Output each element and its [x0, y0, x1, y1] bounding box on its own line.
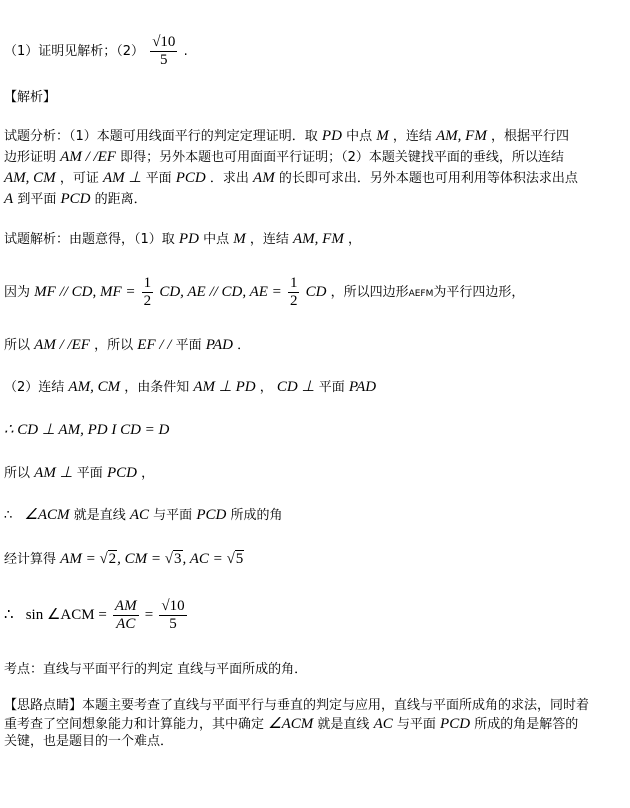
- text: 与平面: [153, 508, 193, 523]
- math: AM ⊥: [102, 170, 142, 186]
- math: AM, CM: [4, 170, 56, 186]
- summary-line-1: 【思路点睛】本题主要考查了直线与平面平行与垂直的判定与应用，直线与平面所成角的求法，同时着: [4, 698, 590, 713]
- radicand: 5: [235, 551, 244, 567]
- text: 所以: [4, 338, 31, 353]
- solution-line-7: [4, 506, 282, 525]
- analysis-line-3: [4, 169, 578, 188]
- math: CD, AE // CD, AE =: [159, 284, 282, 300]
- text: ．求出: [209, 171, 249, 186]
- answer-frac-num: √10: [152, 34, 176, 50]
- text: 所成的角: [230, 508, 283, 523]
- sqrt: √3: [164, 551, 182, 567]
- math: =: [144, 607, 154, 623]
- math: AM =: [60, 551, 100, 567]
- math: ∠ACM: [268, 716, 314, 732]
- math: PCD: [175, 170, 206, 186]
- fraction-am-ac: [113, 598, 139, 633]
- answer-fraction: [150, 34, 177, 69]
- text: 平面: [175, 338, 202, 353]
- math: AM, CM: [68, 379, 121, 395]
- radicand: 2: [108, 551, 117, 567]
- frac-den: 2: [289, 293, 298, 309]
- frac-den: 2: [143, 293, 152, 309]
- math: AM: [253, 170, 275, 186]
- section-heading: 【解析】: [4, 90, 57, 105]
- text: AEFM: [408, 289, 434, 299]
- math: M: [376, 128, 389, 144]
- answer-part1: （1）证明见解析；（2）: [4, 44, 145, 59]
- math: MF // CD, MF =: [34, 284, 136, 300]
- math: ∠ACM: [24, 507, 70, 523]
- text: ，所以: [94, 338, 134, 353]
- math: PD: [321, 128, 342, 144]
- math: AM ⊥: [34, 465, 73, 481]
- solution-line-2: [4, 275, 524, 310]
- text: ，: [347, 232, 361, 247]
- text: 的距离．: [94, 192, 147, 207]
- text: 就是直线: [73, 508, 126, 523]
- frac-num: 1: [289, 275, 298, 291]
- text: 试题分析：（1）本题可用线面平行的判定定理证明．取: [4, 129, 318, 144]
- answer-frac-den: 5: [160, 52, 168, 68]
- text: 所以: [4, 466, 31, 481]
- text: 边形证明: [4, 150, 57, 165]
- analysis-line-4: [4, 190, 147, 209]
- text: 即得；另外本题也可用面面平行证明；（2）本题关键找平面的垂线，所以连结: [120, 150, 564, 165]
- math: AC: [373, 716, 393, 732]
- sqrt: √2: [99, 551, 117, 567]
- solution-line-5: ∴ CD ⊥ AM, PD I CD = D: [4, 422, 170, 438]
- text: 试题解析：由题意得，（1）取: [4, 232, 175, 247]
- text: ，连结: [392, 129, 432, 144]
- solution-line-9: [4, 598, 189, 633]
- text: 中点: [203, 232, 230, 247]
- frac-num: AM: [114, 598, 137, 614]
- frac-den: AC: [116, 616, 136, 632]
- frac-num: 1: [143, 275, 152, 291]
- analysis-line-2: [4, 148, 564, 167]
- math: , AC =: [182, 551, 227, 567]
- text: ，: [259, 380, 273, 395]
- math: AM / /EF: [60, 149, 116, 165]
- text: 为平行四边形，: [433, 285, 525, 300]
- math: CD ⊥: [276, 379, 315, 395]
- text: 经计算得: [4, 552, 57, 567]
- text: 的长即可求出．另外本题也可用利用等体积法求出点: [278, 171, 578, 186]
- summary-line-2: [4, 715, 578, 734]
- math: sin ∠ACM =: [25, 607, 107, 623]
- text: ，根据平行四: [490, 129, 569, 144]
- math: M: [233, 231, 246, 247]
- math: PD: [178, 231, 199, 247]
- sqrt: √5: [226, 551, 244, 567]
- math: PCD: [60, 191, 91, 207]
- math: , CM =: [117, 551, 165, 567]
- math: PCD: [196, 507, 227, 523]
- solution-line-1: [4, 230, 361, 249]
- frac-num: √10: [161, 598, 185, 614]
- math: CD: [305, 284, 327, 300]
- text: ∴: [4, 607, 14, 623]
- math: PAD: [205, 337, 233, 353]
- solution-line-3: [4, 336, 250, 355]
- text: ，连结: [249, 232, 289, 247]
- text: 到平面: [17, 192, 57, 207]
- fraction-half: [288, 275, 300, 310]
- text: 所成的角是解答的: [474, 717, 579, 732]
- math: EF / /: [137, 337, 172, 353]
- text: ，所以四边形: [330, 285, 409, 300]
- text: 平面: [145, 171, 172, 186]
- math: AC: [129, 507, 150, 523]
- answer-end: .: [183, 44, 188, 59]
- kaodian-line: 考点：直线与平面平行的判定 直线与平面所成的角．: [4, 662, 308, 677]
- analysis-line-1: [4, 127, 569, 146]
- text: 平面: [76, 466, 103, 481]
- math: PCD: [440, 716, 471, 732]
- math: AM, FM: [293, 231, 344, 247]
- math: PCD: [106, 465, 137, 481]
- math: A: [4, 191, 14, 207]
- math: AM, FM: [436, 128, 487, 144]
- summary-line-3: 关键，也是题目的一个难点．: [4, 734, 174, 749]
- text: 重考查了空间想象能力和计算能力，其中确定: [4, 717, 265, 732]
- text: 中点: [346, 129, 373, 144]
- math: AM / /EF: [34, 337, 90, 353]
- text: ，可证: [59, 171, 99, 186]
- answer-line: [4, 34, 188, 69]
- text: 与平面: [396, 717, 436, 732]
- text: ，由条件知: [124, 380, 190, 395]
- solution-line-4: [4, 378, 376, 397]
- radicand: 3: [174, 551, 182, 567]
- solution-line-6: [4, 464, 154, 483]
- text: （2）连结: [4, 380, 65, 395]
- solution-line-8: [4, 550, 244, 569]
- fraction-result: [159, 598, 186, 633]
- math: PAD: [348, 379, 377, 395]
- text: 因为: [4, 285, 31, 300]
- fraction-half: [142, 275, 154, 310]
- frac-den: 5: [169, 616, 177, 632]
- text: ，: [141, 466, 155, 481]
- text: ∴: [4, 508, 13, 523]
- text: 就是直线: [317, 717, 370, 732]
- text: ．: [237, 338, 251, 353]
- text: 平面: [318, 380, 345, 395]
- math: AM ⊥ PD: [193, 379, 256, 395]
